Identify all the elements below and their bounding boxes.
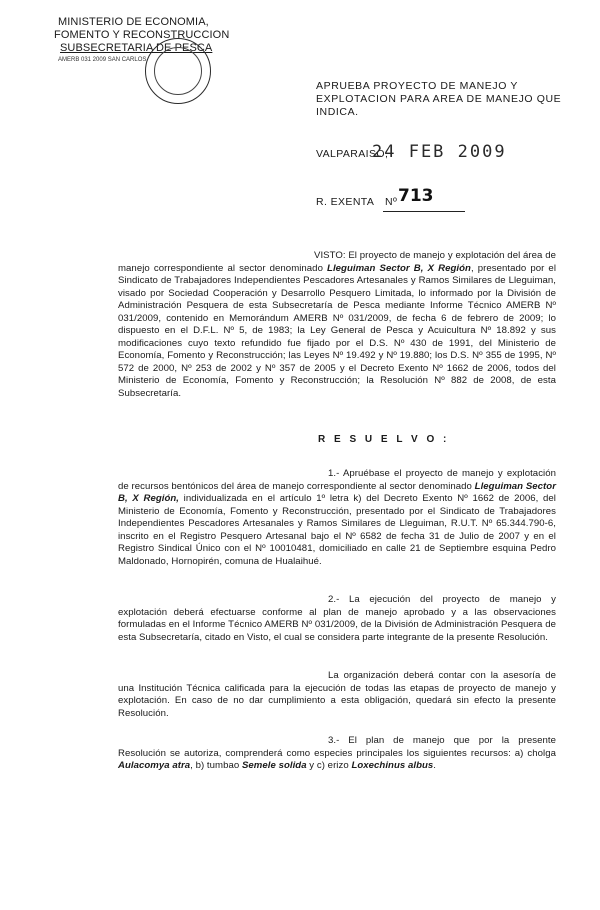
official-seal-stamp: [145, 38, 211, 104]
article-2-paragraph: [118, 594, 556, 644]
article-3-text-c: y c) erizo: [306, 760, 352, 771]
number-underline: [383, 211, 465, 212]
visto-text-b: , presentado por el Sindicato de Trabajadores Independientes Pescadores Artesanales y Ramos Similares de Lleguiman, visado por Sociedad Cooperación y Desarrollo Pesquero Limitada, lo informado por la División de Administración Pesquera de esta Subsecretaría de Pesca mediante Informe Técnico AMERB Nº 031/2009, contenido en Memorándum AMERB Nº 031/2009, de fecha 6 de febrero de 2009; lo dispuesto en el D.F.L. Nº 5, de 1983; la Ley General de Pesca y Acuicultura Nº 18.892 y sus modificaciones cuyo texto refundido fue fijado por el D.S. Nº 430 de 1991, del Ministerio de Economía, Fomento y Reconstrucción; las Leyes Nº 19.492 y Nº 19.880; los D.S. Nº 355 de 1995, Nº 572 de 2000, Nº 253 de 2002 y Nº 357 de 2005 y el Decreto Exento Nº 1662 de 2006, todos del Ministerio de Economía, Fomento y Reconstrucción; la Resolución Nº 882 de 2008, de esta Subsecretaría.: [118, 262, 556, 399]
advisory-label: La organización deberá contar con la asesoría: [328, 670, 541, 681]
exenta-no-label: Nº: [385, 196, 398, 208]
exenta-text: R. EXENTA: [316, 196, 374, 208]
visto-text-a: El proyecto de manejo y explotación del área de manejo correspondiente al sector denominado: [118, 250, 556, 274]
article-2-text: explotación deberá efectuarse conforme al plan de manejo aprobado y a las observaciones formuladas en el Informe Técnico AMERB Nº 031/2009, de la División de Administración Pesquera de esta Subsecretaría, citado en Visto, el cual se considera parte integrante de la presente Resolución.: [118, 606, 556, 643]
exenta-label: [316, 196, 397, 208]
ministry-line-1: MINISTERIO DE ECONOMIA,: [58, 16, 209, 28]
article-1-paragraph: [118, 468, 556, 568]
date-stamp: 24 FEB 2009: [372, 142, 507, 162]
article-3-label: 3.- El plan de manejo que por la presente: [328, 735, 556, 746]
visto-label: VISTO:: [314, 250, 346, 261]
article-1-sector: Lleguiman Sector B, X Región,: [118, 480, 556, 504]
resuelvo-heading: R E S U E L V O :: [318, 434, 450, 445]
article-3-text-b: , b) tumbao: [190, 760, 242, 771]
species-2: Semele solida: [241, 760, 307, 771]
ministry-line-4: AMERB 031 2009 SAN CARLOS: [58, 57, 147, 63]
official-seal-inner-ring: [154, 47, 202, 95]
advisory-text: de una Institución Técnica calificada para la ejecución de todas las etapas de proyecto de manejo y explotación. En caso de no dar cumplimiento a esta obligación, quedará sin efecto la presente Resolución.: [118, 670, 556, 719]
species-1: Aulacomya atra: [118, 760, 191, 771]
place-label: VALPARAISO,: [316, 148, 389, 160]
article-2-label: 2.- La ejecución del proyecto de manejo y: [328, 594, 556, 605]
resolution-number: 713: [398, 186, 434, 206]
visto-paragraph: [118, 250, 556, 400]
species-3: Loxechinus albus: [351, 760, 434, 771]
article-1-text-b: individualizada en el artículo 1º letra k) del Decreto Exento Nº 1662 de 2006, del Ministerio de Economía, Fomento y Reconstrucción, presentado por el Sindicato de Trabajadores Independientes Pescadores Artesanales y Ramos Similares de Lleguiman, R.U.T. Nº 65.344.790-6, inscrito en el Registro Pesquero Artesanal bajo el Nº 6582 de fecha 31 de Julio de 2007 y en el Registro Sindical Único con el Nº 10010481, domiciliado en calle 21 de Septiembre esquina Pedro Maldonado, Hornopirén, comuna de Hualaihué.: [118, 493, 556, 567]
ministry-line-3: SUBSECRETARIA DE PESCA: [60, 42, 213, 54]
advisory-paragraph: [118, 670, 556, 720]
ministry-line-2: FOMENTO Y RECONSTRUCCION: [54, 29, 230, 41]
article-3-text-d: .: [433, 760, 437, 771]
article-1-text-a: explotación de recursos bentónicos del área de manejo correspondiente al sector denominado: [118, 468, 556, 492]
resolution-reference: APRUEBA PROYECTO DE MANEJO Y EXPLOTACION PARA AREA DE MANEJO QUE INDICA.: [316, 80, 562, 118]
article-3-paragraph: [118, 735, 556, 773]
article-3-text-a: Resolución se autoriza, comprenderá como especies principales los siguientes recursos: a) cholga: [118, 747, 556, 759]
article-1-label: 1.- Apruébase el proyecto de manejo y: [328, 468, 503, 479]
visto-sector: Lleguiman Sector B, X Región: [327, 262, 471, 274]
